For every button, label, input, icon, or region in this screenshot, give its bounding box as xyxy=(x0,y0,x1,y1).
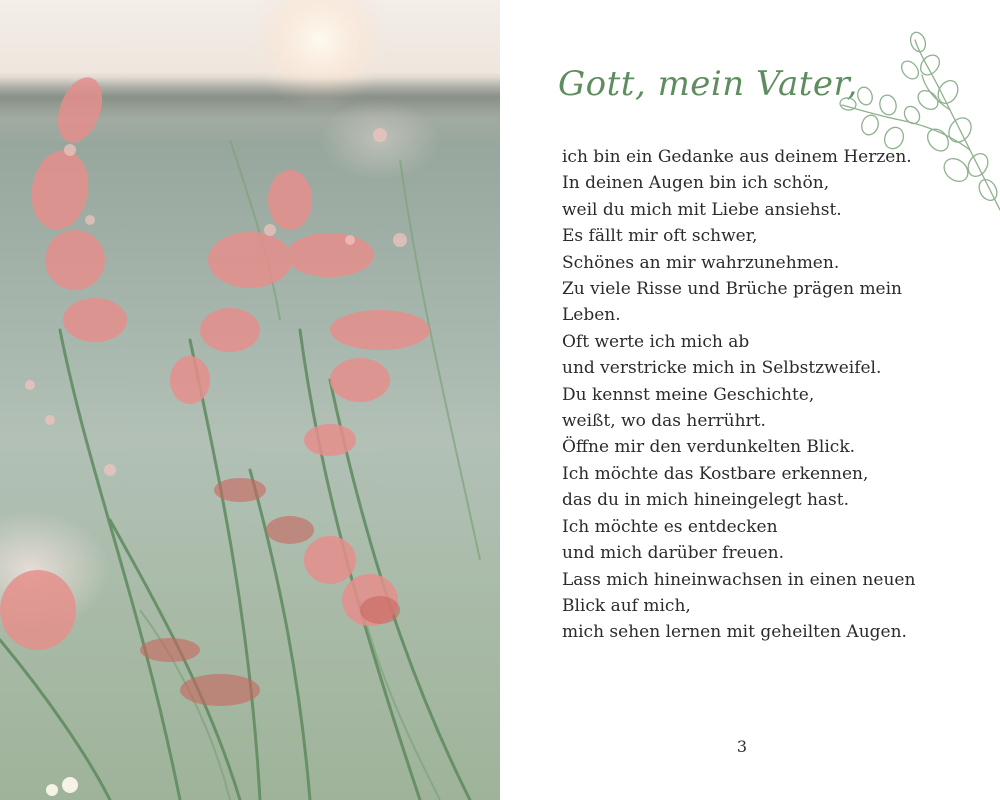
poem-line: Ich möchte das Kostbare erkennen, xyxy=(562,463,869,484)
poem-line: ich bin ein Gedanke aus deinem Herzen. xyxy=(562,147,912,167)
poem-line: Blick auf mich, xyxy=(562,595,691,616)
poem-line: In deinen Augen bin ich schön, xyxy=(562,173,830,194)
poem-line: und verstricke mich in Selbstzweifel. xyxy=(562,358,882,379)
poem-line: das du in mich hineingelegt hast. xyxy=(562,490,849,511)
page-title: Gott, mein Vater, xyxy=(558,64,858,104)
poem-line: Oft werte ich mich ab xyxy=(562,331,750,352)
text-page xyxy=(500,0,1000,800)
poem-line: und mich darüber freuen. xyxy=(562,543,785,564)
poem-line: Lass mich hineinwachsen in einen neuen xyxy=(562,569,916,590)
poem-line: Leben. xyxy=(562,305,621,326)
poem-line: weißt, wo das herrührt. xyxy=(562,411,766,432)
poem-line: Du kennst meine Geschichte, xyxy=(562,384,815,405)
page-number: 3 xyxy=(736,737,748,756)
poem-text xyxy=(562,144,915,646)
poem-line: mich sehen lernen mit geheilten Augen. xyxy=(562,622,907,643)
poem-line: Ich möchte es entdecken xyxy=(562,516,778,537)
poem-line: Öffne mir den verdunkelten Blick. xyxy=(562,437,856,458)
poem-line: Schönes an mir wahrzunehmen. xyxy=(562,252,840,273)
poem-line: weil du mich mit Liebe ansiehst. xyxy=(562,199,842,220)
poem-line: Es fällt mir oft schwer, xyxy=(562,226,758,247)
poem-line: Zu viele Risse und Brüche prägen mein xyxy=(562,279,903,300)
